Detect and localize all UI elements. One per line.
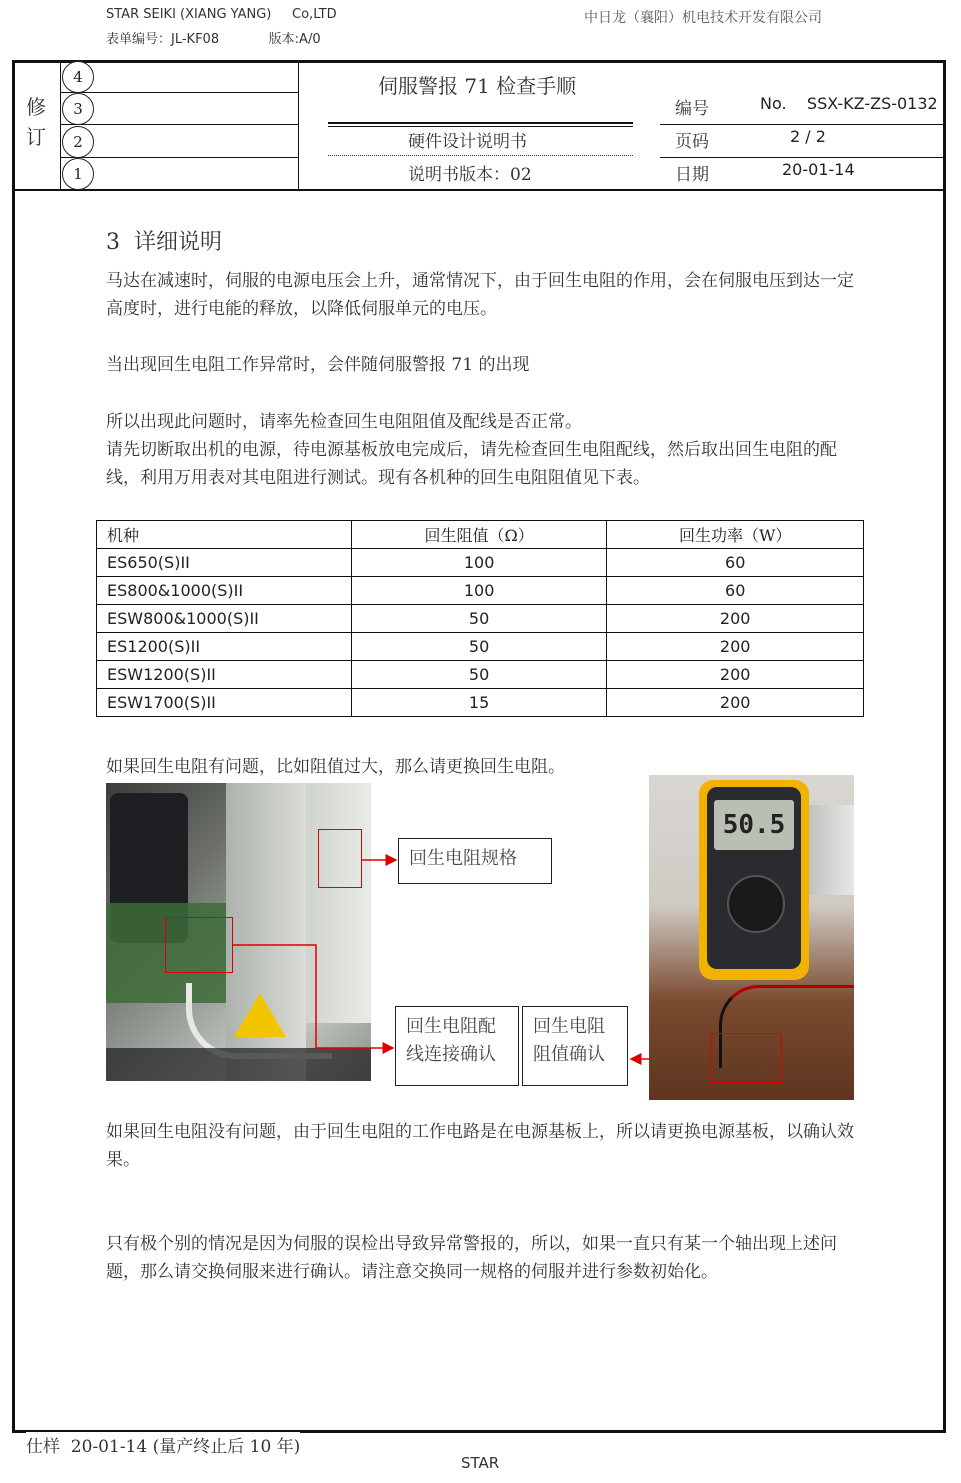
date-label: 日期 bbox=[675, 165, 709, 185]
section-title: 3 详细说明 bbox=[106, 230, 222, 255]
resistor-block bbox=[809, 805, 854, 895]
callout-value-check: 回生电阻阻值确认 bbox=[522, 1006, 628, 1086]
table-cell: 200 bbox=[607, 633, 864, 661]
table-cell: ES650(S)II bbox=[97, 549, 352, 577]
table-cell: 15 bbox=[351, 689, 607, 717]
revision-1: 1 bbox=[62, 158, 94, 190]
paragraph-1: 马达在减速时，伺服的电源电压会上升，通常情况下，由于回生电阻的作用，会在伺服电压到达一定高度时，进行电能的释放，以降低伺服单元的电压。 bbox=[106, 271, 854, 319]
table-cell: 100 bbox=[351, 549, 607, 577]
table-cell: 200 bbox=[607, 605, 864, 633]
callout-resistor-spec: 回生电阻规格 bbox=[398, 838, 552, 884]
multimeter-display: 50.5 bbox=[714, 800, 794, 850]
probe-highlight bbox=[710, 1033, 782, 1083]
form-number: 表单编号：JL-KF08 版本:A/0 bbox=[106, 32, 321, 47]
paragraph-3b: 请先切断取出机的电源，待电源基板放电完成后，请先检查回生电阻配线，然后取出回生电阻的配线，利用万用表对其电阻进行测试。现有各机种的回生电阻阻值见下表。 bbox=[106, 440, 837, 488]
table-cell: 60 bbox=[607, 577, 864, 605]
revision-3: 3 bbox=[62, 93, 94, 125]
footer-brand: STAR bbox=[461, 1454, 500, 1472]
table-cell: ES1200(S)II bbox=[97, 633, 352, 661]
document-type: 硬件设计说明书 bbox=[408, 132, 527, 152]
multimeter-dial bbox=[727, 875, 785, 933]
table-cell: 200 bbox=[607, 689, 864, 717]
spec-note: 仕样 20-01-14 (量产终止后 10 年) bbox=[26, 1432, 300, 1457]
doc-number-label: 编号 bbox=[675, 99, 709, 119]
table-cell: 100 bbox=[351, 577, 607, 605]
table-cell: 50 bbox=[351, 633, 607, 661]
doc-number-value: No. SSX-KZ-ZS-0132 bbox=[760, 94, 938, 113]
table-cell: 200 bbox=[607, 661, 864, 689]
document-title: 伺服警报 71 检查手顺 bbox=[378, 74, 577, 98]
table-cell: 50 bbox=[351, 605, 607, 633]
table-header: 回生阻值（Ω） bbox=[351, 521, 607, 549]
paragraph-6: 只有极个别的情况是因为伺服的误检出导致异常警报的，所以，如果一直只有某一个轴出现上述问题，那么请交换伺服来进行确认。请注意交换同一规格的伺服并进行参数初始化。 bbox=[106, 1234, 837, 1282]
callout-wiring-check: 回生电阻配线连接确认 bbox=[395, 1006, 519, 1086]
paragraph-2: 当出现回生电阻工作异常时，会伴随伺服警报 71 的出现 bbox=[106, 355, 530, 375]
revision-label: 修 订 bbox=[26, 95, 46, 149]
arrow-to-wiring bbox=[233, 945, 393, 1048]
company-name-en: STAR SEIKI (XIANG YANG) Co,LTD bbox=[106, 7, 337, 22]
revision-2: 2 bbox=[62, 126, 94, 158]
table-cell: ESW800&1000(S)II bbox=[97, 605, 352, 633]
paragraph-3a: 所以出现此问题时，请率先检查回生电阻阻值及配线是否正常。 bbox=[106, 412, 582, 432]
document-version: 说明书版本：02 bbox=[408, 165, 532, 185]
table-cell: 50 bbox=[351, 661, 607, 689]
company-name-cn: 中日龙（襄阳）机电技术开发有限公司 bbox=[584, 10, 822, 26]
table-cell: 60 bbox=[607, 549, 864, 577]
table-header: 机种 bbox=[97, 521, 352, 549]
table-header: 回生功率（W） bbox=[607, 521, 864, 549]
paragraph-5: 如果回生电阻没有问题，由于回生电阻的工作电路是在电源基板上，所以请更换电源基板，以确认效果。 bbox=[106, 1122, 854, 1170]
table-cell: ESW1200(S)II bbox=[97, 661, 352, 689]
page-label: 页码 bbox=[675, 132, 709, 152]
page-value: 2 / 2 bbox=[790, 127, 826, 146]
table-cell: ES800&1000(S)II bbox=[97, 577, 352, 605]
revision-4: 4 bbox=[62, 61, 94, 93]
paragraph-4: 如果回生电阻有问题，比如阻值过大，那么请更换回生电阻。 bbox=[106, 757, 565, 777]
table-cell: ESW1700(S)II bbox=[97, 689, 352, 717]
date-value: 20-01-14 bbox=[782, 160, 855, 179]
